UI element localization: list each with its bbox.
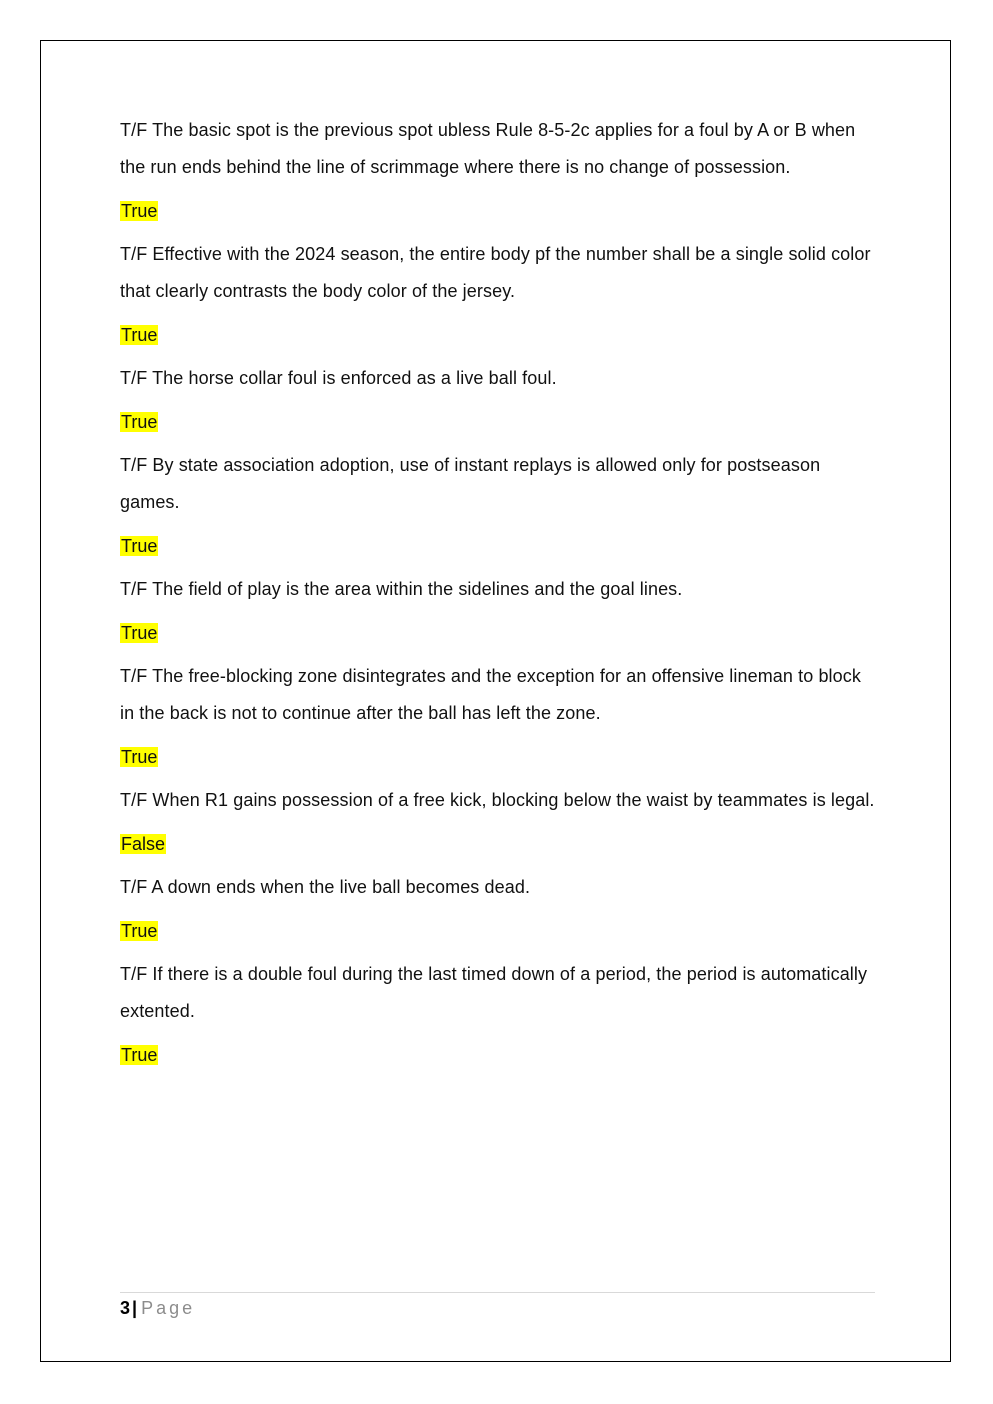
question-text: T/F If there is a double foul during the last timed down of a period, the period is automatically extented. [120,964,868,1021]
question-item [120,360,880,434]
question-text: T/F When R1 gains possession of a free kick, blocking below the waist by teammates is legal. [120,790,875,810]
page-number: 3 [120,1298,131,1318]
question-text: T/F The free-blocking zone disintegrates and the exception for an offensive lineman to block in the back is not to continue after the ball has left the zone. [120,666,861,723]
document-body [120,112,880,1080]
question-text: T/F The basic spot is the previous spot ubless Rule 8-5-2c applies for a foul by A or B when the run ends behind the line of scrimmage where there is no change of possession. [120,120,856,177]
answer-highlight: True [121,201,158,221]
question-item [120,658,880,769]
answer-highlight: True [121,536,158,556]
question-item [120,112,880,223]
question-item [120,956,880,1067]
question-item [120,869,880,943]
question-text: T/F A down ends when the live ball becomes dead. [120,877,531,897]
footer-divider [120,1292,875,1293]
answer-highlight: True [121,1045,158,1065]
question-item [120,447,880,558]
page-separator: | [132,1298,138,1318]
page-label: Page [141,1298,196,1318]
answer-highlight: True [121,412,158,432]
answer-highlight: True [121,747,158,767]
answer-highlight: False [121,834,166,854]
question-item [120,782,880,856]
question-text: T/F The horse collar foul is enforced as a live ball foul. [120,368,557,388]
answer-highlight: True [121,623,158,643]
question-text: T/F The field of play is the area within the sidelines and the goal lines. [120,579,683,599]
question-text: T/F By state association adoption, use of instant replays is allowed only for postseason games. [120,455,821,512]
answer-highlight: True [121,325,158,345]
question-item [120,571,880,645]
question-text: T/F Effective with the 2024 season, the entire body pf the number shall be a single solid color that clearly contrasts the body color of the jersey. [120,244,871,301]
page-footer [120,1296,195,1320]
question-item [120,236,880,347]
answer-highlight: True [121,921,158,941]
